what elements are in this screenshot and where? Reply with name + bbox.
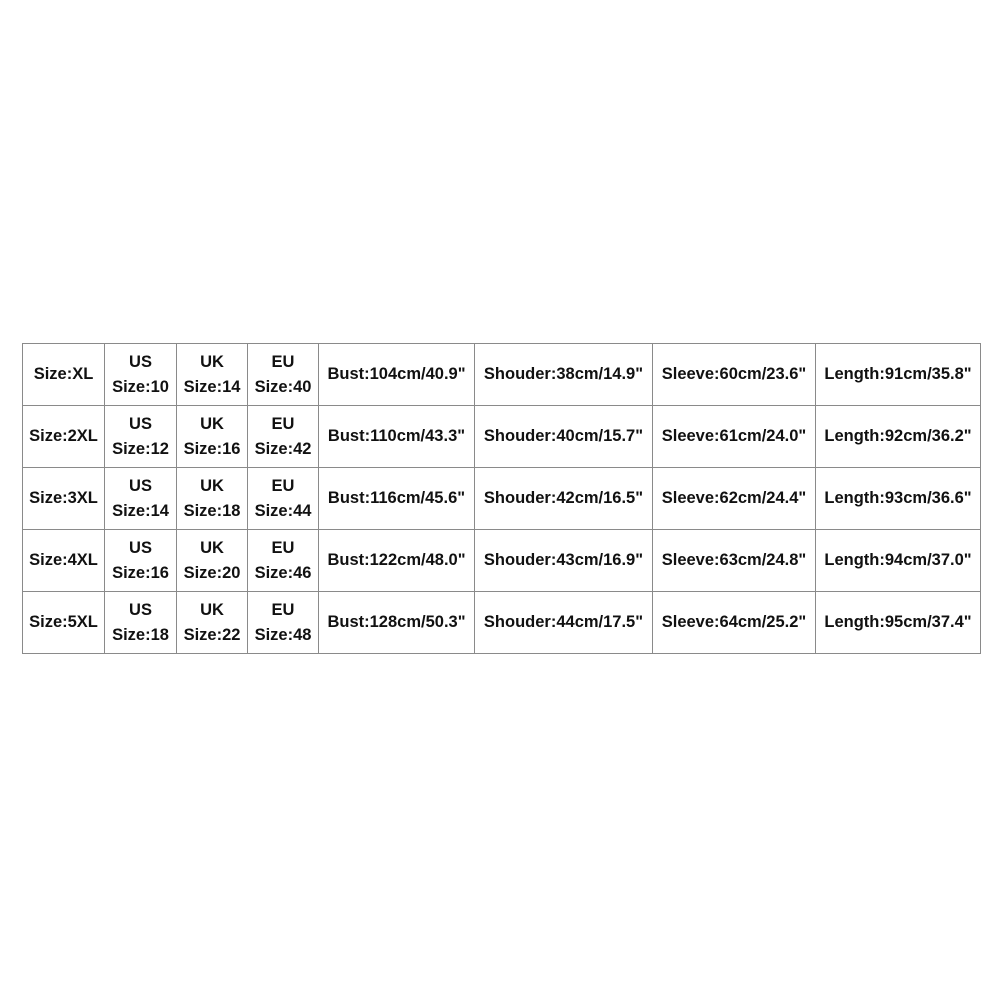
size-cell: Size:5XL [23, 592, 105, 654]
length-cell: Length:92cm/36.2" [816, 406, 981, 468]
us-size-value: Size:18 [112, 625, 169, 644]
uk-size-cell [177, 530, 248, 592]
us-size-cell [105, 592, 177, 654]
size-cell: Size:XL [23, 344, 105, 406]
sleeve-cell: Sleeve:64cm/25.2" [653, 592, 816, 654]
bust-cell: Bust:104cm/40.9" [319, 344, 475, 406]
us-size-cell [105, 530, 177, 592]
length-cell: Length:94cm/37.0" [816, 530, 981, 592]
eu-label: EU [271, 538, 295, 557]
bust-cell: Bust:128cm/50.3" [319, 592, 475, 654]
eu-size-value: Size:48 [254, 625, 312, 644]
uk-size-value: Size:16 [183, 439, 241, 458]
shoulder-cell: Shouder:38cm/14.9" [475, 344, 653, 406]
sleeve-cell: Sleeve:62cm/24.4" [653, 468, 816, 530]
us-label: US [129, 476, 152, 495]
length-cell: Length:91cm/35.8" [816, 344, 981, 406]
size-row [23, 530, 981, 592]
uk-size-value: Size:18 [183, 501, 241, 520]
uk-size-value: Size:22 [183, 625, 241, 644]
uk-label: UK [200, 352, 224, 371]
eu-size-value: Size:44 [254, 501, 312, 520]
bust-cell: Bust:122cm/48.0" [319, 530, 475, 592]
eu-size-cell [248, 344, 319, 406]
uk-size-cell [177, 406, 248, 468]
eu-size-cell [248, 468, 319, 530]
shoulder-cell: Shouder:44cm/17.5" [475, 592, 653, 654]
uk-label: UK [200, 538, 224, 557]
uk-size-cell [177, 468, 248, 530]
eu-size-value: Size:46 [254, 563, 312, 582]
sleeve-cell: Sleeve:63cm/24.8" [653, 530, 816, 592]
uk-size-cell [177, 344, 248, 406]
us-size-value: Size:10 [112, 377, 169, 396]
sleeve-cell: Sleeve:60cm/23.6" [653, 344, 816, 406]
size-cell: Size:4XL [23, 530, 105, 592]
us-size-cell [105, 344, 177, 406]
us-size-value: Size:16 [112, 563, 169, 582]
size-cell: Size:2XL [23, 406, 105, 468]
bust-cell: Bust:116cm/45.6" [319, 468, 475, 530]
bust-cell: Bust:110cm/43.3" [319, 406, 475, 468]
shoulder-cell: Shouder:40cm/15.7" [475, 406, 653, 468]
eu-label: EU [271, 600, 295, 619]
uk-size-cell [177, 592, 248, 654]
uk-label: UK [200, 600, 224, 619]
length-cell: Length:93cm/36.6" [816, 468, 981, 530]
shoulder-cell: Shouder:43cm/16.9" [475, 530, 653, 592]
eu-label: EU [271, 352, 295, 371]
size-cell: Size:3XL [23, 468, 105, 530]
shoulder-cell: Shouder:42cm/16.5" [475, 468, 653, 530]
eu-size-cell [248, 592, 319, 654]
sleeve-cell: Sleeve:61cm/24.0" [653, 406, 816, 468]
eu-size-value: Size:42 [254, 439, 312, 458]
uk-label: UK [200, 414, 224, 433]
eu-size-cell [248, 406, 319, 468]
us-size-cell [105, 468, 177, 530]
length-cell: Length:95cm/37.4" [816, 592, 981, 654]
size-row [23, 468, 981, 530]
size-row [23, 406, 981, 468]
us-label: US [129, 538, 152, 557]
us-size-value: Size:12 [112, 439, 169, 458]
eu-size-value: Size:40 [254, 377, 312, 396]
uk-label: UK [200, 476, 224, 495]
uk-size-value: Size:20 [183, 563, 241, 582]
us-label: US [129, 600, 152, 619]
size-row [23, 592, 981, 654]
eu-label: EU [271, 476, 295, 495]
us-label: US [129, 352, 152, 371]
eu-label: EU [271, 414, 295, 433]
us-size-value: Size:14 [112, 501, 169, 520]
eu-size-cell [248, 530, 319, 592]
size-chart-table [22, 343, 981, 654]
uk-size-value: Size:14 [183, 377, 241, 396]
us-label: US [129, 414, 152, 433]
us-size-cell [105, 406, 177, 468]
size-row [23, 344, 981, 406]
